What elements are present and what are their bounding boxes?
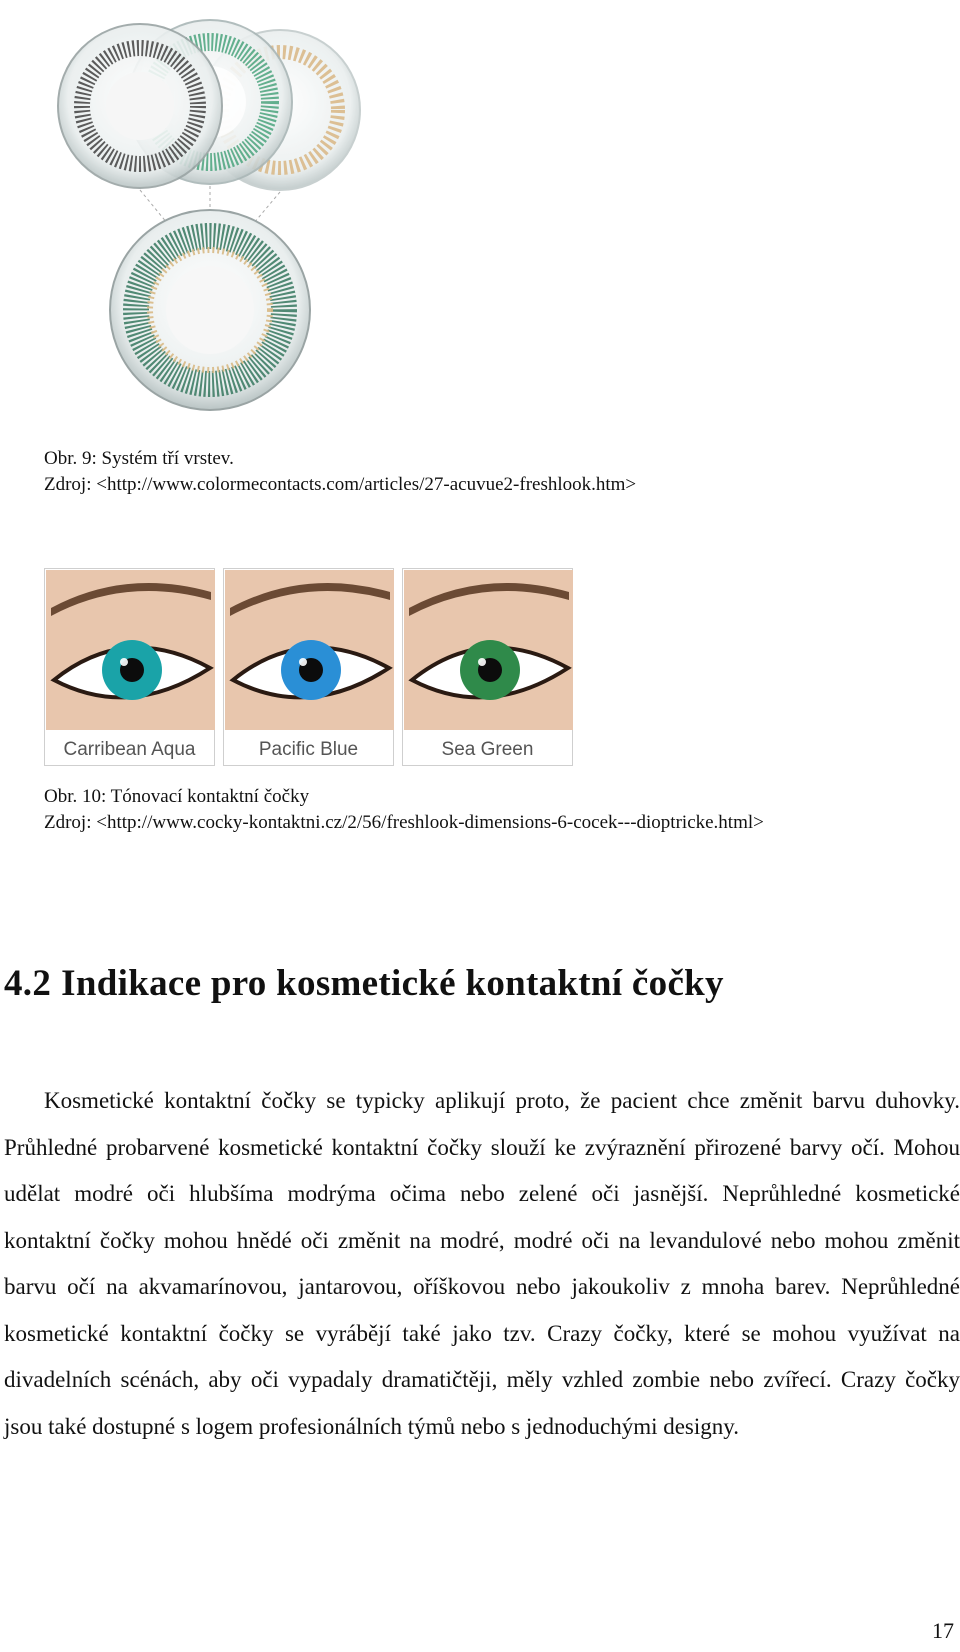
figure-10-source: Zdroj: <http://www.cocky-kontaktni.cz/2/56/freshlook-dimensions-6-cocek---dioptricke.html> bbox=[44, 812, 764, 833]
lens-layers-illustration bbox=[44, 18, 384, 428]
page-number: 17 bbox=[932, 1618, 954, 1643]
figure-9-caption bbox=[44, 446, 636, 498]
eye-card-carribean-aqua bbox=[44, 568, 215, 766]
figure-9-title: Obr. 9: Systém tří vrstev. bbox=[44, 448, 234, 469]
eye-card-pacific-blue bbox=[223, 568, 394, 766]
section-title: Indikace pro kosmetické kontaktní čočky bbox=[61, 963, 724, 1004]
eye-label: Sea Green bbox=[441, 739, 534, 760]
figure-9-source: Zdroj: <http://www.colormecontacts.com/articles/27-acuvue2-freshlook.htm> bbox=[44, 474, 637, 495]
figure-10-title: Obr. 10: Tónovací kontaktní čočky bbox=[44, 786, 310, 807]
tinted-lenses-figure bbox=[44, 568, 574, 768]
eye-card-sea-green bbox=[402, 568, 573, 766]
eye-label: Pacific Blue bbox=[258, 739, 359, 760]
figure-10-caption bbox=[44, 784, 764, 836]
section-paragraph: Kosmetické kontaktní čočky se typicky aplikují proto, že pacient chce změnit barvu duhovky. Průhledné probarvené kosmetické kontaktní čočky slouží ke zvýraznění přirozené barvy očí. Mohou udělat modré oči hlubšíma modrýma očima nebo zelené oči jasnější. Neprůhledné kosmetické kontaktní čočky mohou hnědé oči změnit na modré, modré oči na levandulové nebo mohou změnit barvu očí na akvamarínovou, jantarovou, oříškovou nebo jakoukoliv z mnoha barev. Neprůhledné kosmetické kontaktní čočky se vyrábějí také jako tzv. Crazy čočky, které se mohou využívat na divadelních scénách, aby oči vypadaly dramatičtěji, měly vzhled zombie nebo zvířecí. Crazy čočky jsou také dostupné s logem profesionálních týmů nebo s jednoduchými designy. bbox=[4, 1088, 960, 1439]
section-heading bbox=[4, 962, 724, 1005]
eye-illustration bbox=[46, 570, 215, 730]
section-number: 4.2 bbox=[4, 963, 52, 1004]
eye-label: Carribean Aqua bbox=[63, 739, 196, 760]
eye-illustration bbox=[404, 570, 573, 730]
eye-illustration bbox=[225, 570, 394, 730]
three-layer-lens-figure bbox=[44, 18, 384, 428]
